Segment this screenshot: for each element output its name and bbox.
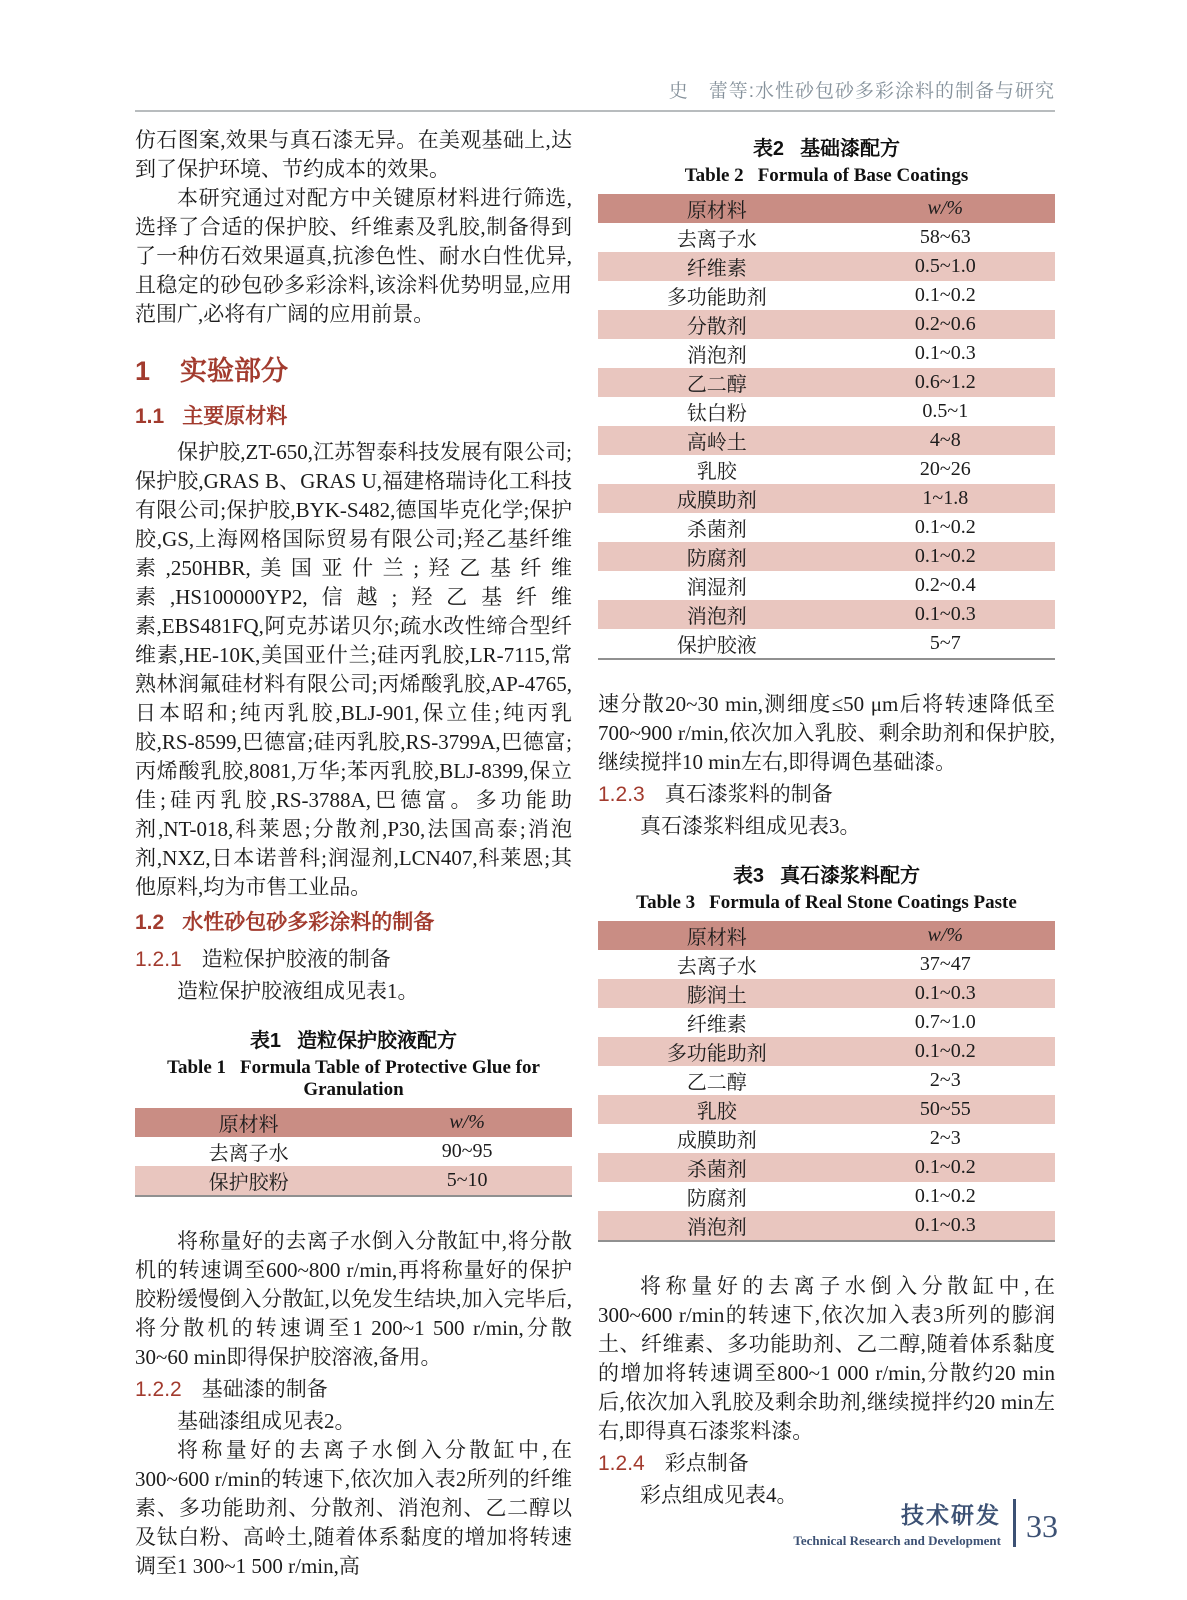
- material-cell: 去离子水: [676, 229, 757, 251]
- table3-caption-en: [598, 892, 1055, 914]
- material-cell: 多功能助剂: [666, 1043, 767, 1065]
- column-header-material: 原材料: [686, 927, 747, 949]
- material-cell: 消泡剂: [686, 1217, 747, 1239]
- material-cell: 纤维素: [686, 258, 747, 280]
- percent-cell: 37~47: [919, 953, 971, 975]
- table-title: Formula of Real Stone Coatings Paste: [709, 892, 1017, 913]
- paragraph-continued: 仿石图案,效果与真石漆无异。在美观基础上,达到了保护环境、节约成本的效果。: [135, 128, 572, 181]
- material-cell: 成膜助剂: [676, 490, 757, 512]
- table3-formula-real-stone-paste: [598, 921, 1055, 1242]
- material-cell: 膨润土: [686, 985, 747, 1007]
- footer-section-block: [793, 1497, 1001, 1549]
- section-title: 基础漆的制备: [201, 1377, 328, 1401]
- material-cell: 消泡剂: [686, 345, 747, 367]
- section-number: 1.2: [135, 911, 165, 934]
- section-number: 1: [135, 356, 151, 386]
- running-title: 史 蕾等:水性砂包砂多彩涂料的制备与研究: [668, 81, 1055, 102]
- table1-caption-en: [135, 1057, 572, 1101]
- table-header-row: [598, 194, 1055, 223]
- section-heading-1-2-4: [598, 1448, 1055, 1479]
- material-cell: 保护胶粉: [208, 1172, 289, 1194]
- section-number: 1.2.1: [135, 948, 182, 971]
- table-header-row: [135, 1108, 572, 1137]
- percent-cell: 0.1~0.2: [914, 1040, 976, 1062]
- table-row: [598, 1095, 1055, 1124]
- table-title: 造粒保护胶液配方: [297, 1030, 458, 1052]
- percent-cell: 1~1.8: [922, 487, 969, 509]
- percent-cell: 5~7: [929, 632, 961, 654]
- percent-cell: 0.2~0.6: [914, 313, 976, 335]
- table-row: [598, 339, 1055, 368]
- percent-cell: 0.1~0.3: [914, 603, 976, 625]
- paragraph-table4-ref: 彩点组成见表4。: [640, 1483, 798, 1507]
- section-heading-1-1: [135, 400, 572, 430]
- section-heading-1-2-1: [135, 944, 572, 975]
- table2-formula-base-coatings: [598, 194, 1055, 660]
- percent-cell: 0.1~0.2: [914, 545, 976, 567]
- section-number: 1.1: [135, 405, 165, 428]
- material-cell: 多功能助剂: [666, 287, 767, 309]
- percent-cell: 0.1~0.3: [914, 1214, 976, 1236]
- section-number: 1.2.3: [598, 783, 645, 806]
- paragraph-method-base-start: 将称量好的去离子水倒入分散缸中,在300~600 r/min的转速下,依次加入表2所列的纤维素、多功能助剂、分散剂、消泡剂、乙二醇以及钛白粉、高岭土,随着体系黏度的增加将转速调至1 300~1 500 r/min,高: [135, 1438, 572, 1578]
- percent-cell: 0.7~1.0: [914, 1011, 976, 1033]
- table-row: [598, 455, 1055, 484]
- table-row: [135, 1137, 572, 1166]
- material-cell: 纤维素: [686, 1014, 747, 1036]
- percent-cell: 0.6~1.2: [914, 371, 976, 393]
- percent-cell: 2~3: [929, 1127, 961, 1149]
- paragraph-materials: 保护胶,ZT-650,江苏智泰科技发展有限公司;保护胶,GRAS B、GRAS U,福建格瑞诗化工科技有限公司;保护胶,BYK-S482,德国毕克化学;保护胶,GS,上海网格国际贸易有限公司;羟乙基纤维素,250HBR,美国亚什兰;羟乙基纤维素,HS100000YP2,信越;羟乙基纤维素,EBS481FQ,阿克苏诺贝尔;疏水改性缔合型纤维素,HE-10K,美国亚什兰;硅丙乳胶,LR-7115,常熟林润氟硅材料有限公司;丙烯酸乳胶,AP-4765,日本昭和;纯丙乳胶,BLJ-901,保立佳;纯丙乳胶,RS-8599,巴德富;硅丙乳胶,RS-3799A,巴德富;丙烯酸乳胶,8081,万华;苯丙乳胶,BLJ-8399,保立佳;硅丙乳胶,RS-3788A,巴德富。多功能助剂,NT-018,科莱恩;分散剂,P30,法国高泰;消泡剂,NXZ,日本诺普科;润湿剂,LCN407,科莱恩;其他原料,均为市售工业品。: [135, 440, 572, 899]
- table-label: Table 3: [636, 892, 696, 913]
- table2-caption-en: [598, 165, 1055, 187]
- table-row: [598, 252, 1055, 281]
- material-cell: 高岭土: [686, 432, 747, 454]
- percent-cell: 0.2~0.4: [914, 574, 976, 596]
- material-cell: 乙二醇: [686, 1072, 747, 1094]
- material-cell: 乳胶: [696, 1101, 737, 1123]
- material-cell: 杀菌剂: [686, 1159, 747, 1181]
- material-cell: 去离子水: [208, 1143, 289, 1165]
- table-row: [598, 426, 1055, 455]
- paragraph-method-base-cont: 速分散20~30 min,测细度≤50 μm后将转速降低至700~900 r/min,依次加入乳胶、剩余助剂和保护胶,继续搅拌10 min左右,即得调色基础漆。: [598, 692, 1055, 774]
- two-column-layout: [135, 126, 1055, 1581]
- paragraph-table2-ref: 基础漆组成见表2。: [177, 1409, 356, 1433]
- percent-cell: 2~3: [929, 1069, 961, 1091]
- table3-caption-cn: [598, 859, 1055, 888]
- material-cell: 防腐剂: [686, 1188, 747, 1210]
- table-row: [598, 1008, 1055, 1037]
- percent-cell: 4~8: [929, 429, 961, 451]
- material-cell: 润湿剂: [686, 577, 747, 599]
- table-row: [598, 571, 1055, 600]
- paragraph-table3-ref: 真石漆浆料组成见表3。: [640, 814, 861, 838]
- material-cell: 乙二醇: [686, 374, 747, 396]
- table-title: Formula of Base Coatings: [757, 165, 969, 186]
- material-cell: 乳胶: [696, 461, 737, 483]
- section-heading-1-2-3: [598, 779, 1055, 810]
- material-cell: 消泡剂: [686, 606, 747, 628]
- table-header-row: [598, 921, 1055, 950]
- table-row: [598, 484, 1055, 513]
- table-row: [598, 223, 1055, 252]
- table-row: [598, 397, 1055, 426]
- material-cell: 杀菌剂: [686, 519, 747, 541]
- table-row: [598, 629, 1055, 659]
- column-header-percent: w/%: [927, 924, 964, 946]
- table-row: [598, 1066, 1055, 1095]
- table-row: [598, 1037, 1055, 1066]
- table-row: [598, 1153, 1055, 1182]
- percent-cell: 0.1~0.2: [914, 284, 976, 306]
- table-title: 真石漆浆料配方: [780, 865, 921, 887]
- section-title: 彩点制备: [664, 1451, 749, 1475]
- table-title: Formula Table of Protective Glue for Granulation: [240, 1057, 540, 1100]
- section-title: 主要原材料: [182, 405, 288, 428]
- section-heading-1-2-2: [135, 1374, 572, 1405]
- paragraph-intro: 本研究通过对配方中关键原材料进行筛选,选择了合适的保护胶、纤维素及乳胶,制备得到了一种仿石效果逼真,抗渗色性、耐水白性优异,且稳定的砂包砂多彩涂料,该涂料优势明显,应用范围广,必将有广阔的应用前景。: [135, 186, 572, 326]
- table-row: [598, 368, 1055, 397]
- footer-divider: [1013, 1499, 1016, 1547]
- paragraph-table1-ref: 造粒保护胶液组成见表1。: [177, 979, 419, 1003]
- table-label: 表1: [249, 1030, 282, 1052]
- column-header-material: 原材料: [218, 1114, 279, 1136]
- percent-cell: 0.1~0.2: [914, 1156, 976, 1178]
- table-label: Table 2: [684, 165, 744, 186]
- table-label: Table 1: [167, 1057, 227, 1078]
- section-title: 真石漆浆料的制备: [664, 782, 833, 806]
- page-number: 33: [1026, 1508, 1058, 1544]
- table1-caption-cn: [135, 1024, 572, 1053]
- material-cell: 保护胶液: [676, 635, 757, 657]
- paragraph-method-glue: 将称量好的去离子水倒入分散缸中,将分散机的转速调至600~800 r/min,再将称量好的保护胶粉缓慢倒入分散缸,以免发生结块,加入完毕后,将分散机的转速调至1 200~1 500 r/min,分散30~60 min即得保护胶溶液,备用。: [135, 1229, 572, 1369]
- table-row: [598, 1124, 1055, 1153]
- column-header-percent: w/%: [449, 1111, 485, 1133]
- table-label: 表3: [732, 865, 765, 887]
- table-row: [598, 950, 1055, 979]
- right-column: [598, 126, 1055, 1581]
- table-row: [598, 979, 1055, 1008]
- left-column: [135, 126, 572, 1581]
- section-number: 1.2.4: [598, 1452, 645, 1475]
- section-title: 造粒保护胶液的制备: [201, 947, 391, 971]
- paragraph-method-paste: 将称量好的去离子水倒入分散缸中,在300~600 r/min的转速下,依次加入表3所列的膨润土、纤维素、多功能助剂、乙二醇,随着体系黏度的增加将转速调至800~1 000 r/min,分散约20 min后,依次加入乳胶及剩余助剂,继续搅拌约20 min左右,即得真石漆浆料漆。: [598, 1274, 1055, 1443]
- material-cell: 分散剂: [686, 316, 747, 338]
- table-title: 基础漆配方: [800, 138, 901, 160]
- footer-section-cn: 技术研发: [901, 1502, 1001, 1528]
- percent-cell: 0.1~0.3: [914, 342, 976, 364]
- table-row: [598, 281, 1055, 310]
- section-heading-1-2: [135, 906, 572, 936]
- percent-cell: 50~55: [919, 1098, 971, 1120]
- percent-cell: 58~63: [919, 226, 971, 248]
- page-footer: [793, 1497, 1058, 1549]
- percent-cell: 5~10: [446, 1169, 488, 1191]
- table-label: 表2: [752, 138, 785, 160]
- footer-section-en: Technical Research and Development: [793, 1533, 1001, 1548]
- percent-cell: 20~26: [919, 458, 971, 480]
- table2-caption-cn: [598, 132, 1055, 161]
- table-row: [598, 1211, 1055, 1241]
- table-row: [135, 1166, 572, 1196]
- table-row: [598, 513, 1055, 542]
- section-heading-1: [135, 349, 572, 388]
- running-head: [135, 76, 1055, 112]
- table-row: [598, 542, 1055, 571]
- table-row: [598, 600, 1055, 629]
- column-header-percent: w/%: [927, 197, 964, 219]
- material-cell: 去离子水: [676, 956, 757, 978]
- table1-formula-protective-glue: [135, 1108, 572, 1197]
- percent-cell: 0.5~1: [922, 400, 969, 422]
- percent-cell: 0.5~1.0: [914, 255, 976, 277]
- section-title: 实验部分: [180, 356, 289, 386]
- section-title: 水性砂包砂多彩涂料的制备: [182, 911, 435, 934]
- material-cell: 防腐剂: [686, 548, 747, 570]
- percent-cell: 0.1~0.2: [914, 1185, 976, 1207]
- percent-cell: 0.1~0.2: [914, 516, 976, 538]
- section-number: 1.2.2: [135, 1378, 182, 1401]
- table-row: [598, 310, 1055, 339]
- percent-cell: 0.1~0.3: [914, 982, 976, 1004]
- percent-cell: 90~95: [441, 1140, 493, 1162]
- table-row: [598, 1182, 1055, 1211]
- material-cell: 钛白粉: [686, 403, 747, 425]
- column-header-material: 原材料: [686, 200, 747, 222]
- material-cell: 成膜助剂: [676, 1130, 757, 1152]
